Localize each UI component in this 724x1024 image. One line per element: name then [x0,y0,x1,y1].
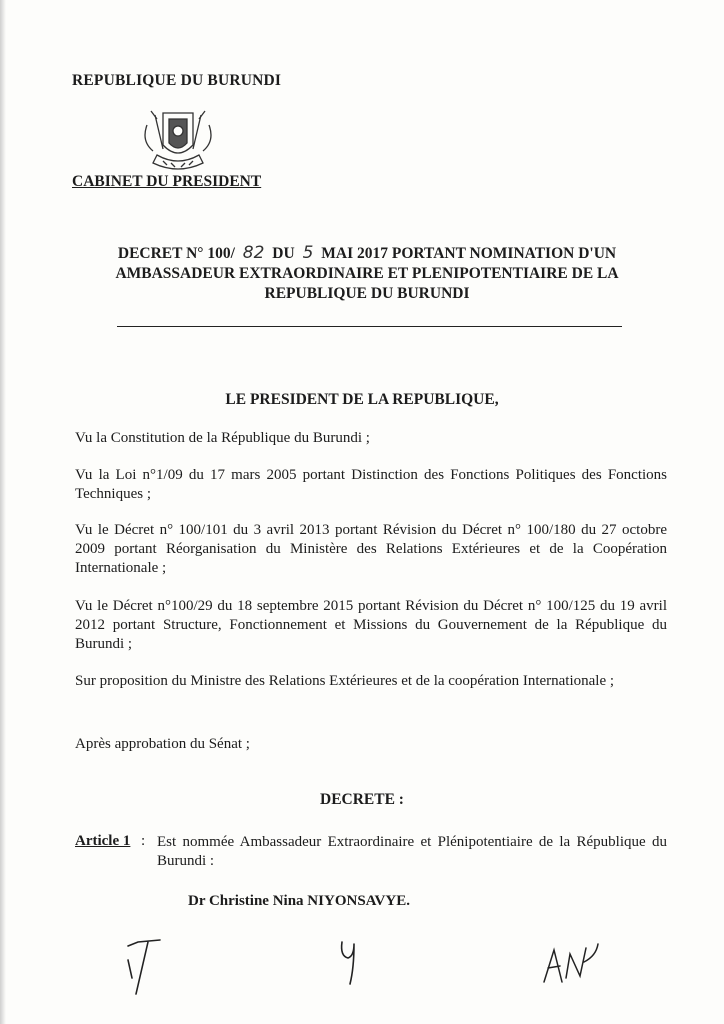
burundi-coat-of-arms-icon [133,105,223,177]
consideration-law-1-09: Vu la Loi n°1/09 du 17 mars 2005 portant Distinction des Fonctions Politiques des Fonctions Techniques ; [75,467,667,502]
handwritten-initial-middle [336,938,360,990]
consideration-minister-proposal: Sur proposition du Ministre des Relations Extérieures et de la coopération Internationale ; [75,673,615,689]
handwritten-initial-left [124,938,168,998]
consideration-decree-100-29: Vu le Décret n°100/29 du 18 septembre 2015 portant Révision du Décret n° 100/125 du 19 avril 2012 portant Structure, Fonctionnement et Missions du Gouvernement de la République du Burundi ; [75,598,667,652]
decree-title [62,243,672,304]
decree-title-rest: MAI 2017 PORTANT NOMINATION D'UN [321,245,617,262]
cabinet-header: CABINET DU PRESIDENT [72,173,262,190]
article-1-text: Est nommée Ambassadeur Extraordinaire et Plénipotentiaire de la République du Burundi : [157,834,667,869]
article-1-label: Article 1 [75,833,131,849]
decree-number-handwritten: 82 [242,243,265,263]
decree-title-line3: REPUBLIQUE DU BURUNDI [264,285,470,302]
decree-prefix: DECRET N° 100/ [117,245,235,262]
consideration-decree-100-101: Vu le Décret n° 100/101 du 3 avril 2013 portant Révision du Décret n° 100/180 du 27 octobre 2009 portant Réorganisation du Ministère des Relations Extérieures et de la Coopération Internationale ; [75,522,667,576]
president-heading: LE PRESIDENT DE LA REPUBLIQUE, [225,391,499,408]
article-1-separator: : [141,833,146,849]
decree-title-line1 [62,243,672,264]
republic-header: REPUBLIQUE DU BURUNDI [72,72,282,89]
decree-du: DU [272,245,295,262]
handwritten-initial-right [540,938,602,990]
title-divider [117,326,622,327]
consideration-senate-approval: Après approbation du Sénat ; [75,736,250,752]
consideration-constitution: Vu la Constitution de la République du Burundi ; [75,430,370,446]
decree-title-line2: AMBASSADEUR EXTRAORDINAIRE ET PLENIPOTENTIAIRE DE LA [115,265,619,282]
decrete-heading: DECRETE : [320,791,404,808]
decree-day-handwritten: 5 [302,243,314,263]
nominee-name: Dr Christine Nina NIYONSAVYE. [188,893,410,909]
